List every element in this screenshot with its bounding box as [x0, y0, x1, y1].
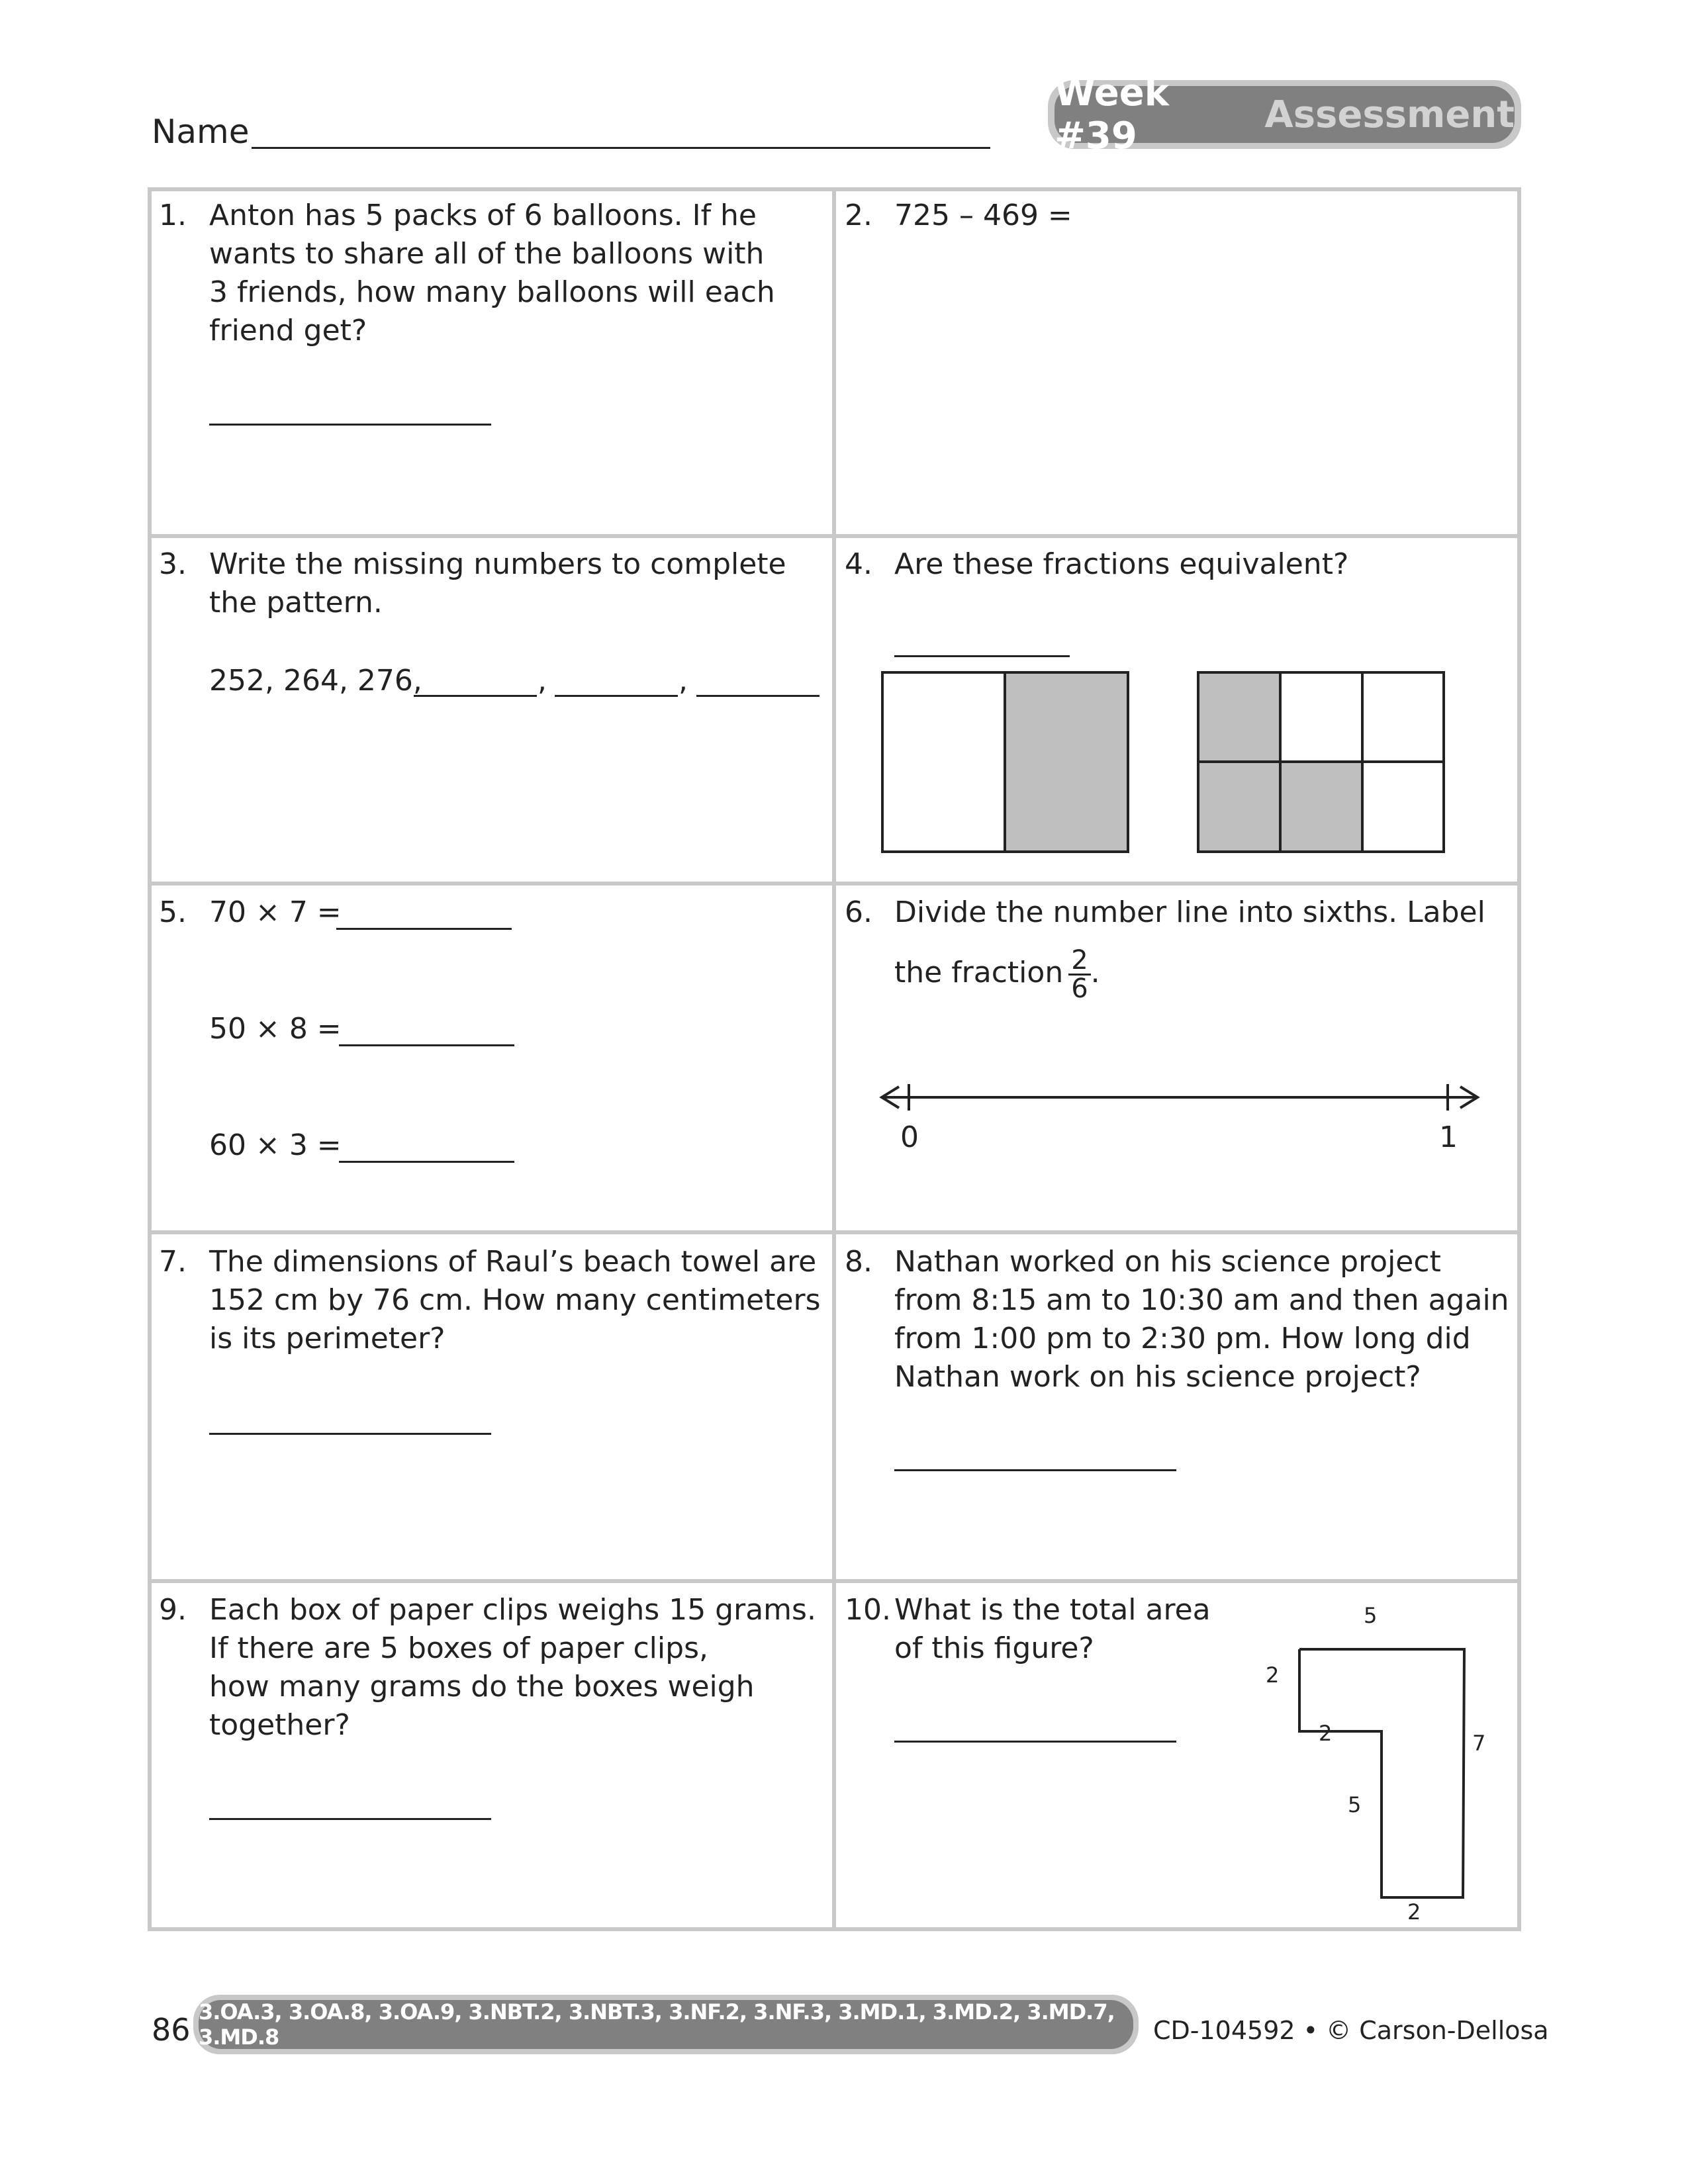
figure-label-inner-horizontal: 2	[1319, 1721, 1333, 1746]
standards-text: 3.OA.3, 3.OA.8, 3.OA.9, 3.NBT.2, 3.NBT.3, 3.NF.2, 3.NF.3, 3.MD.1, 3.MD.2, 3.MD.7, 3.MD.8	[199, 2000, 1133, 2049]
figure-label-left: 2	[1266, 1662, 1280, 1688]
problem-number: 2.	[845, 199, 872, 232]
answer-line-1[interactable]	[209, 424, 491, 426]
problem-number: 5.	[159, 895, 187, 929]
fraction-models	[874, 665, 1470, 864]
l-shaped-figure	[1244, 1588, 1486, 1933]
answer-blank[interactable]	[696, 695, 820, 697]
problem-number: 6.	[845, 895, 872, 929]
problem-4-text: Are these fractions equivalent?	[894, 547, 1349, 581]
problem-2-text: 725 – 469 =	[894, 199, 1072, 232]
answer-blank[interactable]	[555, 695, 678, 697]
equation: 70 × 7 =	[209, 895, 342, 929]
problem-number: 10.	[845, 1593, 891, 1627]
comma: ,	[679, 664, 688, 698]
problem-6-text: Divide the number line into sixths. Label	[894, 895, 1485, 929]
page-number: 86	[152, 2012, 191, 2048]
answer-blank[interactable]	[339, 1044, 514, 1046]
problem-number: 8.	[845, 1245, 872, 1279]
grid-divider	[148, 1230, 1521, 1234]
name-field[interactable]	[252, 147, 990, 149]
badge-title: Assessment	[1264, 93, 1515, 136]
problem-10-text: What is the total area of this figure?	[894, 1593, 1211, 1665]
grid-divider	[148, 882, 1521, 886]
halves-model	[882, 672, 1128, 852]
fraction-2-6: $\frac{2}{6}$	[1068, 947, 1090, 1002]
grid-divider	[148, 534, 1521, 538]
problem-number: 9.	[159, 1593, 187, 1627]
figure-label-bottom: 2	[1407, 1899, 1421, 1925]
answer-line-4[interactable]	[894, 655, 1070, 657]
answer-blank[interactable]	[414, 695, 537, 697]
answer-blank[interactable]	[336, 928, 512, 930]
sixths-model	[1198, 672, 1444, 852]
number-line-start: 0	[900, 1120, 919, 1154]
figure-label-inner-vertical: 5	[1348, 1792, 1362, 1817]
problem-9-text: Each box of paper clips weighs 15 grams. If there are 5 boxes of paper clips, how many grams do the boxes weigh together?	[209, 1593, 816, 1742]
answer-line-10[interactable]	[894, 1741, 1176, 1743]
copyright: CD-104592 • © Carson-Dellosa	[1153, 2016, 1549, 2045]
week-badge	[1048, 71, 1521, 158]
pattern-text: 252, 264, 276,	[209, 664, 422, 698]
problem-number: 7.	[159, 1245, 187, 1279]
problem-number: 3.	[159, 547, 187, 581]
problem-8-text: Nathan worked on his science project from 8:15 am to 10:30 am and then again from 1:00 pm to 2:30 pm. How long did Nathan work on his science project?	[894, 1245, 1509, 1394]
standards-pill	[193, 1995, 1139, 2054]
problem-number: 1.	[159, 199, 187, 232]
problem-number: 4.	[845, 547, 872, 581]
problem-1-text: Anton has 5 packs of 6 balloons. If he wants to share all of the balloons with 3 friends, how many balloons will each friend get?	[209, 199, 775, 347]
badge-week: Week #39	[1055, 71, 1169, 158]
equation: 50 × 8 =	[209, 1012, 342, 1046]
answer-line-9[interactable]	[209, 1818, 491, 1820]
number-line-end: 1	[1439, 1120, 1458, 1154]
grid-divider	[148, 1579, 1521, 1583]
figure-label-top: 5	[1364, 1603, 1378, 1628]
number-line[interactable]	[874, 1072, 1496, 1125]
problem-7-text: The dimensions of Raul’s beach towel are 152 cm by 76 cm. How many centimeters is its perimeter?	[209, 1245, 821, 1355]
answer-line-8[interactable]	[894, 1469, 1176, 1471]
problem-6-text-2: the fraction $\frac{2}{6}$ .	[894, 944, 1100, 1004]
name-label: Name	[152, 113, 250, 151]
answer-blank[interactable]	[339, 1161, 514, 1163]
figure-label-right: 7	[1472, 1731, 1486, 1756]
comma: ,	[538, 664, 547, 698]
equation: 60 × 3 =	[209, 1128, 342, 1162]
problem-3-text: Write the missing numbers to complete the pattern.	[209, 547, 786, 619]
answer-line-7[interactable]	[209, 1433, 491, 1435]
